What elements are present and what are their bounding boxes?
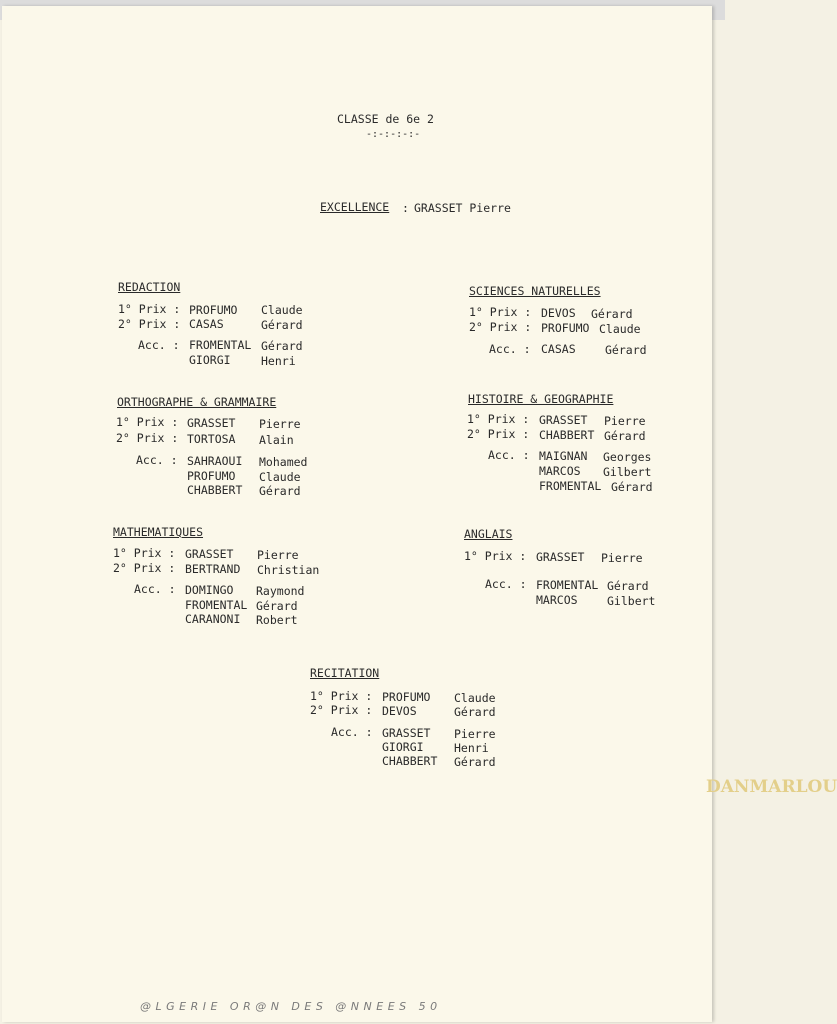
award-label: 1° Prix : xyxy=(464,549,527,563)
section-title-anglais: ANGLAIS xyxy=(464,527,513,541)
award-label: Acc. : xyxy=(488,448,530,462)
award-firstname: Pierre xyxy=(259,417,301,431)
award-firstname: Mohamed xyxy=(259,455,308,469)
award-label: 2° Prix : xyxy=(310,703,373,717)
award-surname: DOMINGO xyxy=(185,583,234,597)
award-firstname: Gilbert xyxy=(607,594,656,608)
award-surname: DEVOS xyxy=(382,704,417,718)
award-firstname: Pierre xyxy=(257,548,299,562)
award-surname: CHABBERT xyxy=(187,483,243,497)
section-title-sciences: SCIENCES NATURELLES xyxy=(469,284,601,298)
award-surname: CASAS xyxy=(541,342,576,356)
award-surname: MAIGNAN xyxy=(539,449,588,463)
title-rule: -:-:-:-:- xyxy=(366,129,421,140)
section-title-redaction: REDACTION xyxy=(118,280,181,294)
award-firstname: Pierre xyxy=(601,551,643,565)
watermark-vertical: DANMARLOU xyxy=(706,777,837,797)
award-firstname: Gérard xyxy=(261,318,303,332)
section-title-orthographe: ORTHOGRAPHE & GRAMMAIRE xyxy=(117,395,277,409)
section-title-histoire: HISTOIRE & GEOGRAPHIE xyxy=(468,392,614,406)
award-firstname: Gérard xyxy=(261,339,303,353)
award-label: Acc. : xyxy=(489,342,531,356)
award-surname: MARCOS xyxy=(539,464,581,478)
award-surname: SAHRAOUI xyxy=(187,454,243,468)
award-surname: PROFUMO xyxy=(382,690,431,704)
award-firstname: Henri xyxy=(261,354,296,368)
award-surname: FROMENTAL xyxy=(539,479,602,493)
award-firstname: Alain xyxy=(259,433,294,447)
award-label: 2° Prix : xyxy=(116,431,179,445)
award-firstname: Raymond xyxy=(256,584,305,598)
award-firstname: Gérard xyxy=(454,755,496,769)
award-firstname: Gérard xyxy=(256,599,298,613)
award-label: Acc. : xyxy=(134,582,176,596)
award-surname: CHABBERT xyxy=(382,754,438,768)
award-surname: FROMENTAL xyxy=(536,578,599,592)
award-firstname: Robert xyxy=(256,613,298,627)
excellence-winner: GRASSET Pierre xyxy=(414,201,511,215)
section-title-mathematiques: MATHEMATIQUES xyxy=(113,525,204,539)
award-firstname: Pierre xyxy=(604,414,646,428)
award-surname: GRASSET xyxy=(185,547,234,561)
award-label: 1° Prix : xyxy=(469,305,532,319)
award-label: Acc. : xyxy=(485,577,527,591)
award-firstname: Henri xyxy=(454,741,489,755)
award-surname: GIORGI xyxy=(382,740,424,754)
award-surname: FROMENTAL xyxy=(185,598,248,612)
award-firstname: Gérard xyxy=(604,429,646,443)
award-label: 1° Prix : xyxy=(113,546,176,560)
award-surname: PROFUMO xyxy=(189,303,238,317)
page-footer: @ L G E R I E O R @ N D E S @ N N E E S 5 0 xyxy=(140,1000,438,1013)
award-firstname: Gérard xyxy=(605,343,647,357)
award-label: 2° Prix : xyxy=(467,427,530,441)
section-title-recitation: RECITATION xyxy=(310,666,380,680)
award-firstname: Christian xyxy=(257,563,320,577)
award-surname: MARCOS xyxy=(536,593,578,607)
award-firstname: Claude xyxy=(599,322,641,336)
award-surname: PROFUMO xyxy=(187,469,236,483)
award-surname: BERTRAND xyxy=(185,562,241,576)
award-label: 1° Prix : xyxy=(310,689,373,703)
award-label: Acc. : xyxy=(136,453,178,467)
page-title: CLASSE de 6e 2 xyxy=(337,112,434,126)
document-page xyxy=(2,6,712,1022)
excellence-label: EXCELLENCE xyxy=(320,200,390,214)
award-label: 1° Prix : xyxy=(118,302,181,316)
award-label: 2° Prix : xyxy=(469,320,532,334)
award-label: 1° Prix : xyxy=(116,415,179,429)
award-surname: CARANONI xyxy=(185,612,241,626)
award-label: 2° Prix : xyxy=(113,561,176,575)
award-surname: TORTOSA xyxy=(187,432,236,446)
award-firstname: Pierre xyxy=(454,727,496,741)
award-firstname: Gérard xyxy=(454,705,496,719)
award-firstname: Gérard xyxy=(259,484,301,498)
award-surname: GRASSET xyxy=(187,416,236,430)
award-surname: GIORGI xyxy=(189,353,231,367)
award-surname: GRASSET xyxy=(382,726,431,740)
award-label: 2° Prix : xyxy=(118,317,181,331)
award-surname: FROMENTAL xyxy=(189,338,252,352)
award-firstname: Gérard xyxy=(611,480,653,494)
award-surname: GRASSET xyxy=(536,550,585,564)
award-firstname: Gilbert xyxy=(603,465,652,479)
award-firstname: Georges xyxy=(603,450,652,464)
award-surname: CASAS xyxy=(189,317,224,331)
excellence-sep: : xyxy=(402,201,409,215)
award-surname: GRASSET xyxy=(539,413,588,427)
award-firstname: Gérard xyxy=(607,579,649,593)
award-label: Acc. : xyxy=(331,725,373,739)
award-label: Acc. : xyxy=(138,338,180,352)
award-firstname: Claude xyxy=(259,470,301,484)
award-firstname: Claude xyxy=(454,691,496,705)
award-surname: DEVOS xyxy=(541,306,576,320)
award-firstname: Gérard xyxy=(591,307,633,321)
award-surname: PROFUMO xyxy=(541,321,590,335)
award-firstname: Claude xyxy=(261,303,303,317)
award-label: 1° Prix : xyxy=(467,412,530,426)
award-surname: CHABBERT xyxy=(539,428,595,442)
